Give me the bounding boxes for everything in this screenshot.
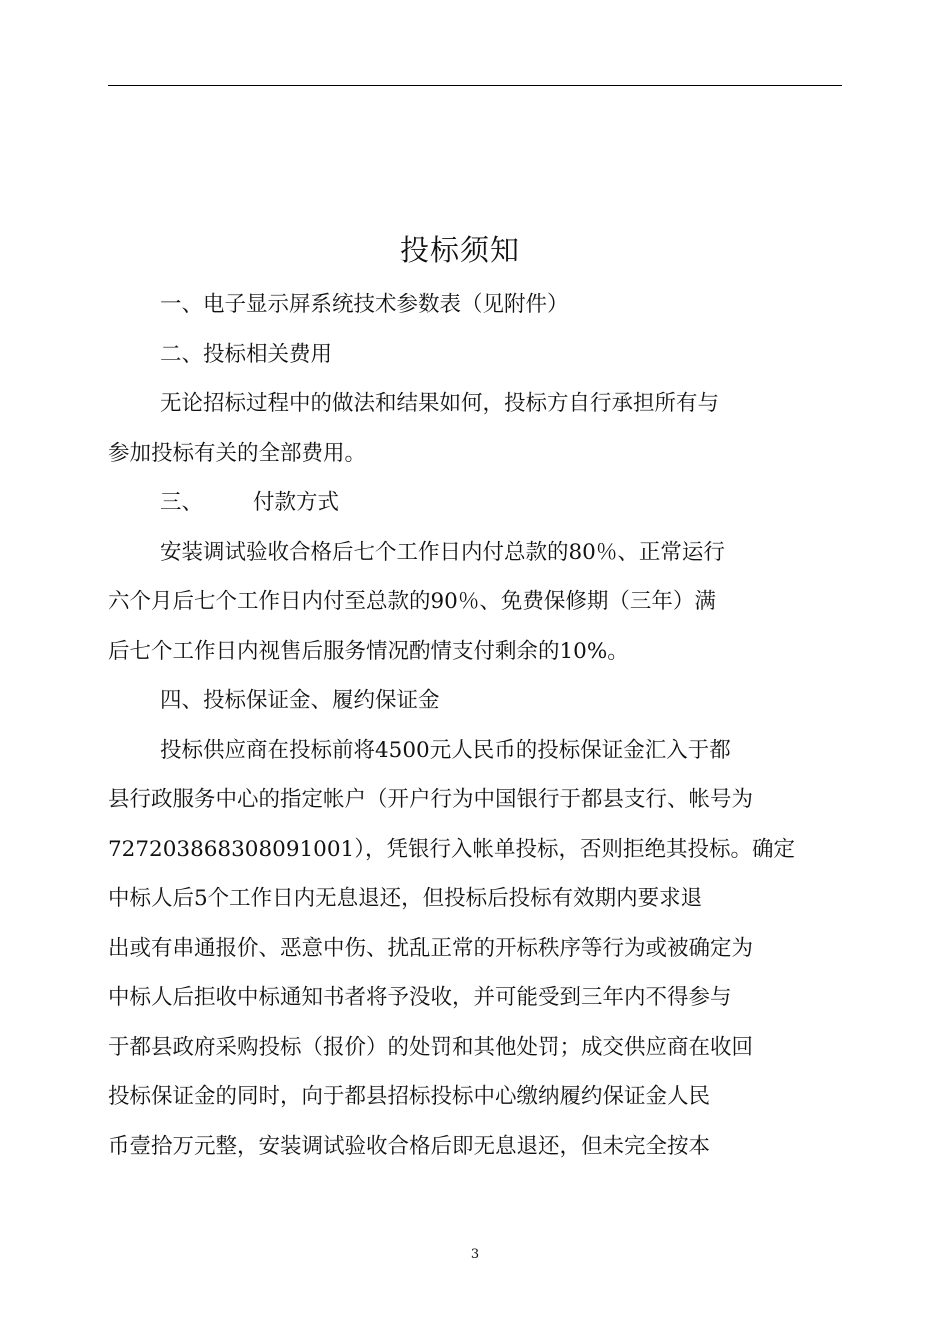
document-title: 投标须知 <box>399 233 520 267</box>
paragraph-line: 币壹拾万元整，安装调试验收合格后即无息退还，但未完全按本 <box>108 1133 711 1159</box>
paragraph-line: 中标人后5个工作日内无息退还，但投标后投标有效期内要求退 <box>108 886 703 911</box>
paragraph-line: 出或有串通报价、恶意中伤、扰乱正常的开标秩序等行为或被确定为 <box>108 935 754 961</box>
section-4-heading: 四、投标保证金、履约保证金 <box>160 688 440 713</box>
paragraph-line: 后七个工作日内视售后服务情况酌情支付剩余的10%。 <box>108 638 629 664</box>
section-4-paragraph <box>108 726 842 1172</box>
paragraph-line: 投标保证金的同时，向于都县招标投标中心缴纳履约保证金人民 <box>108 1084 711 1109</box>
paragraph-line: 无论招标过程中的做法和结果如何，投标方自行承担所有与 <box>160 391 720 416</box>
header-rule <box>108 85 842 86</box>
paragraph-line: 安装调试验收合格后七个工作日内付总款的80％、正常运行 <box>160 539 725 565</box>
section-3-title: 付款方式 <box>253 490 340 515</box>
section-2-paragraph <box>108 379 842 478</box>
paragraph-line: 六个月后七个工作日内付至总款的90％、免费保修期（三年）满 <box>108 589 716 614</box>
section-1-heading: 一、电子显示屏系统技术参数表（见附件） <box>160 292 569 317</box>
paragraph-line: 县行政服务中心的指定帐户（开户行为中国银行于都县支行、帐号为 <box>108 787 754 812</box>
paragraph-line: 中标人后拒收中标通知书者将予没收，并可能受到三年内不得参与 <box>108 985 732 1010</box>
section-2-heading: 二、投标相关费用 <box>160 341 333 367</box>
paragraph-line: 727203868308091001），凭银行入帐单投标，否则拒绝其投标。确定 <box>108 836 795 862</box>
document-body <box>108 280 842 1171</box>
paragraph-line: 参加投标有关的全部费用。 <box>108 440 367 466</box>
section-3-heading <box>108 478 842 528</box>
section-3-number: 三、 <box>160 490 204 515</box>
paragraph-line: 于都县政府采购投标（报价）的处罚和其他处罚；成交供应商在收回 <box>108 1034 754 1060</box>
section-3-paragraph <box>108 528 842 677</box>
paragraph-line: 投标供应商在投标前将4500元人民币的投标保证金汇入于都 <box>160 737 731 763</box>
page-number: 3 <box>470 1247 480 1262</box>
